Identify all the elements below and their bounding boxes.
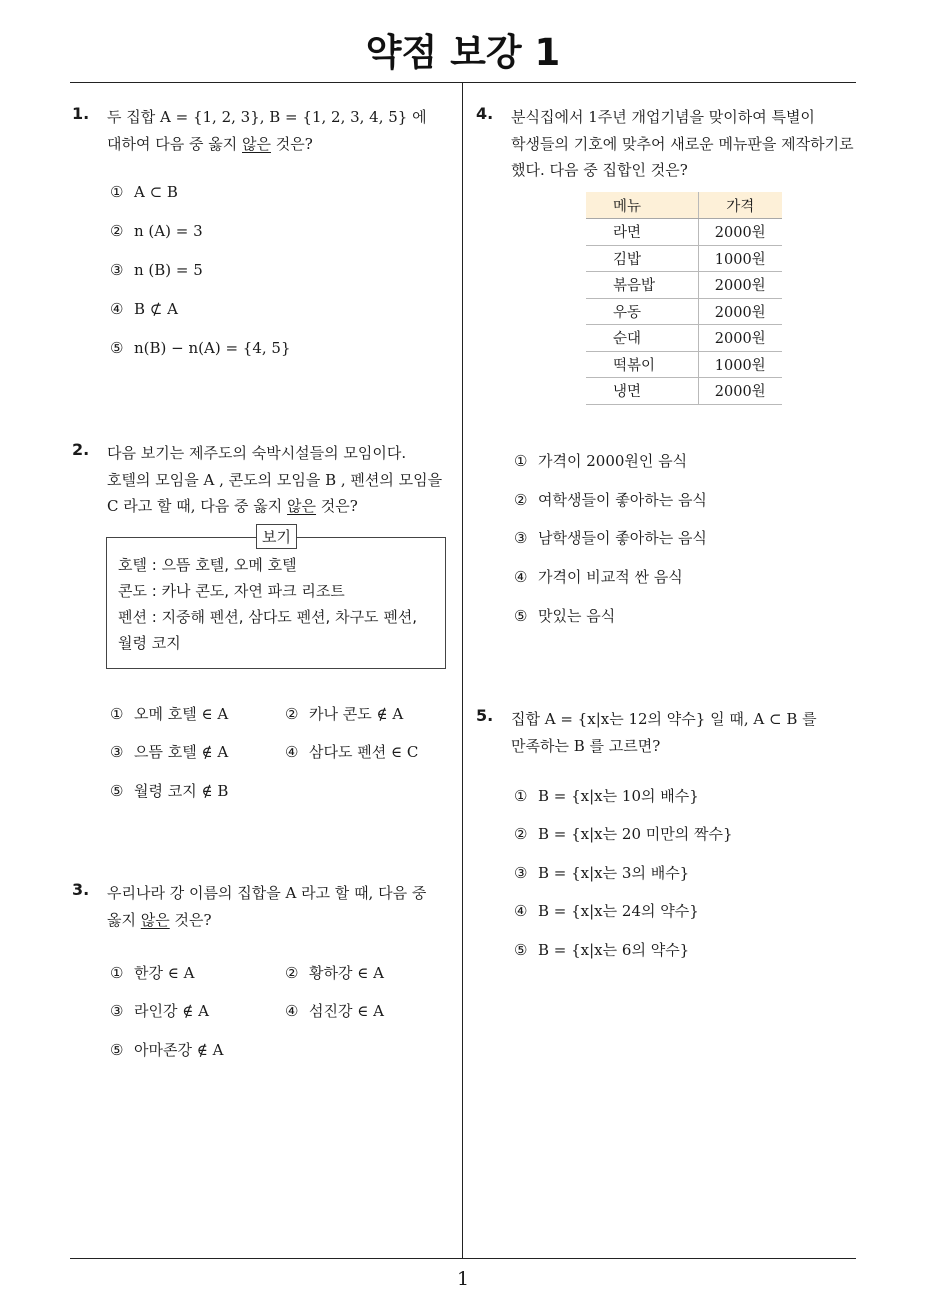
option-4[interactable]: [514, 900, 699, 921]
option-5[interactable]: [514, 605, 615, 626]
option-4[interactable]: [285, 1000, 384, 1021]
option-4[interactable]: [285, 741, 418, 762]
option-2[interactable]: [285, 962, 384, 983]
menu-cell: 냉면: [586, 378, 698, 405]
bogi-line: 호텔 : 으뜸 호텔, 오메 호텔: [118, 556, 297, 574]
question-line: [107, 131, 427, 158]
option-mark: ⑤: [514, 941, 528, 959]
bogi-line: 콘도 : 카나 콘도, 자연 파크 리조트: [118, 582, 345, 600]
option-mark: ①: [110, 183, 124, 201]
option-mark: ⑤: [514, 607, 528, 625]
option-mark: ③: [514, 529, 528, 547]
option-mark: ④: [514, 902, 528, 920]
underlined-word: 않은: [242, 134, 271, 153]
option-text: 가격이 비교적 싼 음식: [538, 568, 683, 586]
menu-cell: 우동: [586, 298, 698, 325]
option-mark: ②: [110, 222, 124, 240]
option-text: n (A) = 3: [134, 222, 203, 240]
table-row: [586, 245, 782, 272]
footer-rule: [70, 1258, 856, 1259]
price-cell: 2000원: [698, 272, 782, 299]
option-1[interactable]: [514, 785, 699, 806]
option-5[interactable]: [110, 339, 291, 357]
option-text: 가격이 2000원인 음식: [538, 452, 688, 470]
option-mark: ①: [110, 964, 124, 982]
menu-table: [586, 192, 782, 405]
question-line: 다음 보기는 제주도의 숙박시설들의 모임이다.: [107, 444, 407, 462]
option-text: 남학생들이 좋아하는 음식: [538, 529, 707, 547]
question-text: [107, 440, 442, 520]
table-header-row: [586, 192, 782, 219]
option-3[interactable]: [110, 1000, 209, 1021]
option-text: n(B) − n(A) = {4, 5}: [134, 339, 291, 357]
option-text: 라인강 ∉ A: [134, 1002, 209, 1020]
option-2[interactable]: [514, 823, 733, 844]
page-number: 1: [456, 1268, 470, 1290]
question-number: 1.: [72, 104, 90, 123]
question-line-part: 대하여 다음 중 옳지: [107, 134, 242, 153]
question-text: [511, 104, 854, 184]
bogi-label: 보기: [256, 524, 297, 549]
menu-cell: 김밥: [586, 245, 698, 272]
option-text: A ⊂ B: [134, 183, 178, 201]
option-1[interactable]: [110, 962, 194, 983]
option-text: 카나 콘도 ∉ A: [309, 705, 404, 723]
option-mark: ①: [514, 452, 528, 470]
table-row: [586, 351, 782, 378]
option-1[interactable]: [514, 450, 687, 471]
option-text: 여학생들이 좋아하는 음식: [538, 491, 707, 509]
option-4[interactable]: [110, 300, 178, 318]
question-text: [511, 706, 817, 759]
option-1[interactable]: [110, 703, 228, 724]
table-row: [586, 219, 782, 246]
option-4[interactable]: [514, 566, 683, 587]
option-text: B = {x|x는 24의 약수}: [538, 902, 699, 920]
option-text: 오메 호텔 ∈ A: [134, 705, 229, 723]
option-mark: ③: [110, 1002, 124, 1020]
option-text: 섬진강 ∈ A: [309, 1002, 384, 1020]
table-row: [586, 272, 782, 299]
option-text: 맛있는 음식: [538, 607, 616, 625]
price-cell: 2000원: [698, 298, 782, 325]
option-text: 삼다도 펜션 ∈ C: [309, 743, 419, 761]
page-title: 약점 보강 1: [365, 31, 561, 74]
question-line: 두 집합 A = {1, 2, 3}, B = {1, 2, 3, 4, 5} 에: [107, 108, 427, 126]
menu-cell: 라면: [586, 219, 698, 246]
option-mark: ②: [285, 964, 299, 982]
column-divider: [462, 82, 463, 1258]
option-mark: ③: [110, 261, 124, 279]
option-mark: ④: [285, 743, 299, 761]
option-mark: ②: [514, 491, 528, 509]
table-row: [586, 325, 782, 352]
option-mark: ③: [110, 743, 124, 761]
price-cell: 2000원: [698, 325, 782, 352]
question-text: [107, 104, 427, 157]
bogi-line: 펜션 : 지중해 펜션, 삼다도 펜션, 차구도 펜션,: [118, 608, 418, 626]
question-line: 학생들의 기호에 맞추어 새로운 메뉴판을 제작하기로: [511, 134, 854, 153]
question-line: 호텔의 모임을 A , 콘도의 모임을 B , 펜션의 모임을: [107, 470, 443, 489]
menu-cell: 볶음밥: [586, 272, 698, 299]
option-mark: ④: [514, 568, 528, 586]
option-text: n (B) = 5: [134, 261, 203, 279]
question-line-part: 것은?: [270, 134, 313, 153]
question-text: [107, 880, 426, 933]
option-3[interactable]: [110, 261, 203, 279]
option-2[interactable]: [110, 222, 203, 240]
option-mark: ④: [285, 1002, 299, 1020]
question-number: 5.: [476, 706, 494, 725]
option-text: B = {x|x는 3의 배수}: [538, 864, 690, 882]
option-2[interactable]: [285, 703, 403, 724]
option-text: 황하강 ∈ A: [309, 964, 384, 982]
option-3[interactable]: [514, 527, 707, 548]
option-text: 한강 ∈ A: [134, 964, 195, 982]
option-mark: ⑤: [110, 1041, 124, 1059]
bogi-line: 월령 코지: [118, 634, 181, 652]
option-mark: ⑤: [110, 782, 124, 800]
option-1[interactable]: [110, 183, 178, 201]
question-line-part: 것은?: [169, 910, 212, 929]
underlined-word: 않은: [287, 497, 317, 515]
table-row: [586, 298, 782, 325]
question-line: [107, 907, 426, 934]
column-header: 가격: [698, 192, 782, 219]
table-row: [586, 378, 782, 405]
question-line: 집합 A = {x|x는 12의 약수} 일 때, A ⊂ B 를: [511, 710, 817, 728]
question-number: 2.: [72, 440, 90, 459]
option-mark: ①: [110, 705, 124, 723]
option-mark: ②: [514, 825, 528, 843]
price-cell: 1000원: [698, 245, 782, 272]
question-line-part: 것은?: [316, 497, 358, 515]
column-header: 메뉴: [586, 192, 698, 219]
option-text: B = {x|x는 20 미만의 짝수}: [538, 825, 733, 843]
question-number: 3.: [72, 880, 90, 899]
price-cell: 1000원: [698, 351, 782, 378]
option-mark: ②: [285, 705, 299, 723]
question-line: 분식집에서 1주년 개업기념을 맞이하여 특별이: [511, 108, 815, 126]
option-text: 으뜸 호텔 ∉ A: [134, 743, 229, 761]
question-number: 4.: [476, 104, 494, 123]
option-text: 월령 코지 ∉ B: [134, 782, 229, 800]
option-5[interactable]: [514, 939, 689, 960]
option-mark: ③: [514, 864, 528, 882]
option-5[interactable]: [110, 780, 228, 801]
option-2[interactable]: [514, 489, 707, 510]
question-line: 만족하는 B 를 고르면?: [511, 736, 661, 755]
option-mark: ①: [514, 787, 528, 805]
question-line: 했다. 다음 중 집합인 것은?: [511, 161, 688, 179]
option-text: B = {x|x는 10의 배수}: [538, 787, 699, 805]
option-3[interactable]: [514, 862, 689, 883]
price-cell: 2000원: [698, 219, 782, 246]
question-line-part: C 라고 할 때, 다음 중 옳지: [107, 497, 288, 515]
question-line: [107, 493, 442, 520]
underlined-word: 않은: [140, 910, 170, 929]
option-mark: ④: [110, 300, 124, 318]
option-text: B ⊄ A: [134, 300, 178, 318]
option-3[interactable]: [110, 741, 228, 762]
question-line-part: 옳지: [107, 910, 141, 929]
price-cell: 2000원: [698, 378, 782, 405]
menu-cell: 떡볶이: [586, 351, 698, 378]
option-5[interactable]: [110, 1039, 223, 1060]
option-text: 아마존강 ∉ A: [134, 1041, 224, 1059]
menu-cell: 순대: [586, 325, 698, 352]
option-mark: ⑤: [110, 339, 124, 357]
header-rule: [70, 82, 856, 83]
question-line: 우리나라 강 이름의 집합을 A 라고 할 때, 다음 중: [107, 884, 427, 902]
option-text: B = {x|x는 6의 약수}: [538, 941, 690, 959]
